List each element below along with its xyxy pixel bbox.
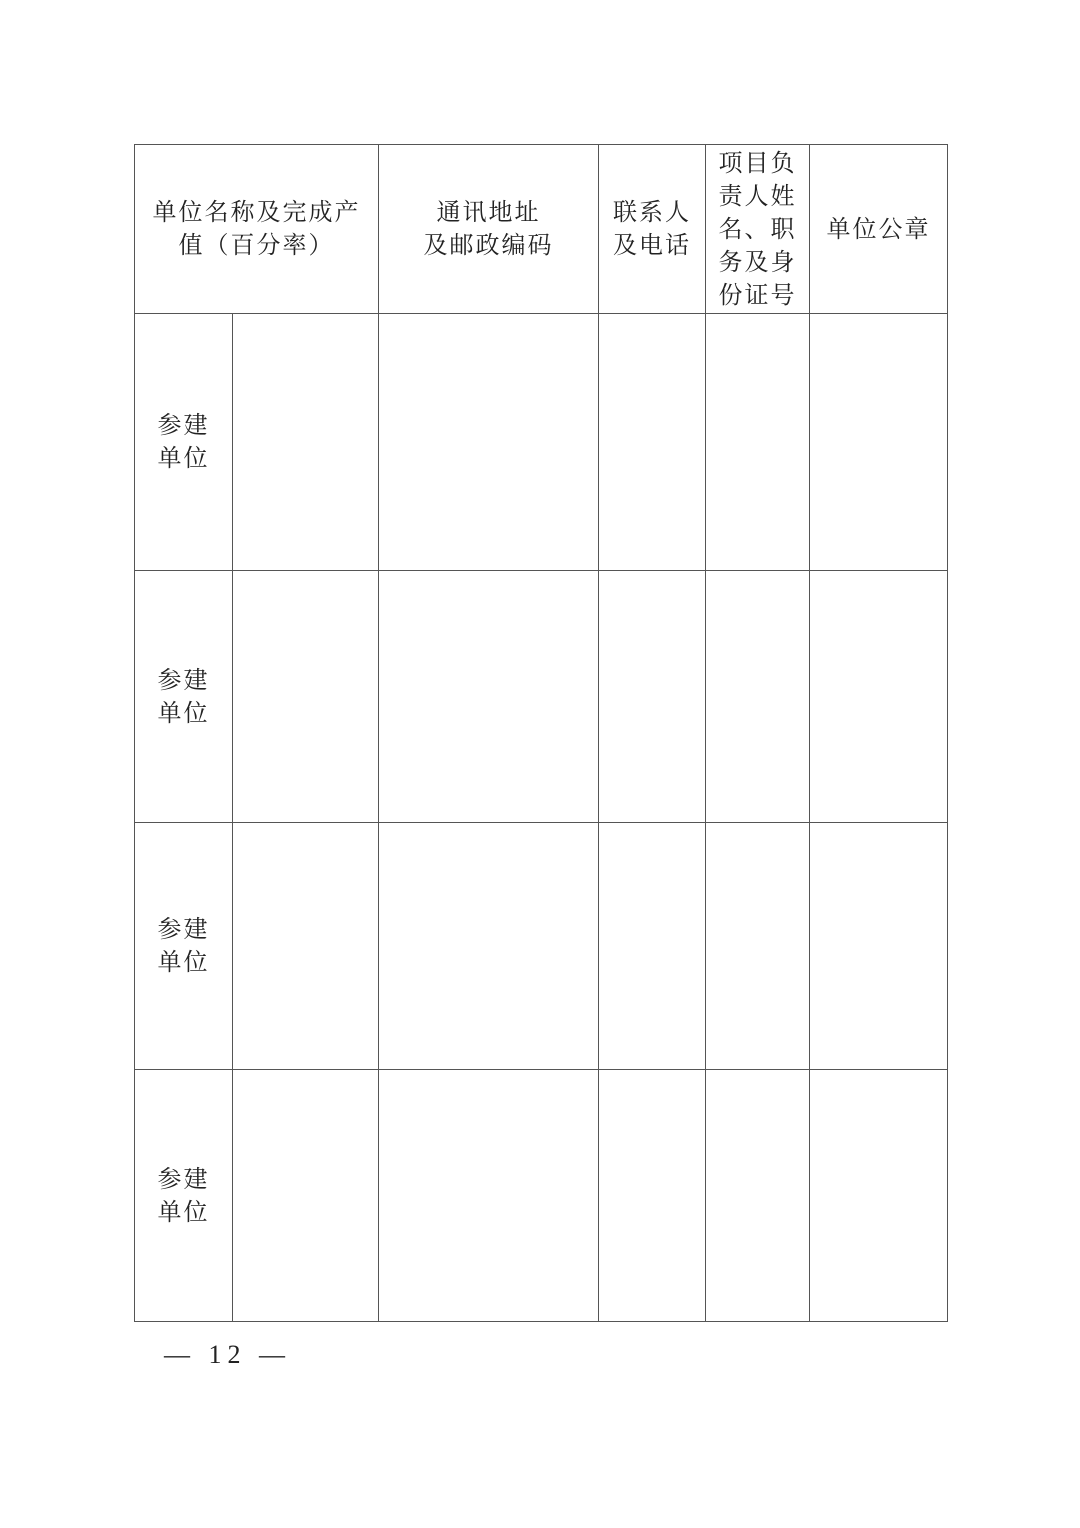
seal-cell[interactable] xyxy=(810,1070,948,1322)
address-cell[interactable] xyxy=(379,823,599,1070)
table-row xyxy=(135,571,948,823)
table-row xyxy=(135,1070,948,1322)
role-cell xyxy=(135,571,233,823)
seal-cell[interactable] xyxy=(810,823,948,1070)
seal-cell[interactable] xyxy=(810,314,948,571)
role-cell xyxy=(135,1070,233,1322)
header-leader-line2: 责人姓 xyxy=(718,181,797,210)
leader-cell[interactable] xyxy=(706,571,810,823)
table-row xyxy=(135,314,948,571)
header-unit-name-line2: 值（百分率） xyxy=(178,231,335,259)
address-cell[interactable] xyxy=(379,314,599,571)
header-unit-name-line1: 单位名称及完成产 xyxy=(152,198,361,226)
role-label-line1: 参建 xyxy=(157,411,210,439)
role-label-line1: 参建 xyxy=(157,1164,210,1193)
unit-name-cell[interactable] xyxy=(233,314,379,571)
seal-cell[interactable] xyxy=(810,571,948,823)
role-cell xyxy=(135,314,233,571)
header-seal xyxy=(810,145,948,314)
contact-cell[interactable] xyxy=(599,1070,706,1322)
header-leader-line3: 名、职 xyxy=(718,214,797,243)
unit-name-cell[interactable] xyxy=(233,571,379,823)
leader-cell[interactable] xyxy=(706,823,810,1070)
address-cell[interactable] xyxy=(379,571,599,823)
page-number: — 12 — xyxy=(164,1340,291,1369)
header-seal-label: 单位公章 xyxy=(826,214,931,243)
unit-name-cell[interactable] xyxy=(233,1070,379,1322)
contact-cell[interactable] xyxy=(599,314,706,571)
header-contact xyxy=(599,145,706,314)
role-label-line1: 参建 xyxy=(157,915,210,943)
contact-cell[interactable] xyxy=(599,571,706,823)
header-leader-line5: 份证号 xyxy=(718,280,797,309)
table-row xyxy=(135,823,948,1070)
header-project-leader xyxy=(706,145,810,314)
header-row xyxy=(135,145,948,314)
address-cell[interactable] xyxy=(379,1070,599,1322)
header-address-line2: 及邮政编码 xyxy=(423,231,554,259)
role-cell xyxy=(135,823,233,1070)
header-contact-line2: 及电话 xyxy=(613,231,691,259)
header-unit-name xyxy=(135,145,379,314)
header-address xyxy=(379,145,599,314)
header-leader-line1: 项目负 xyxy=(718,148,797,177)
unit-name-cell[interactable] xyxy=(233,823,379,1070)
role-label-line2: 单位 xyxy=(157,1197,210,1226)
role-label-line1: 参建 xyxy=(157,665,210,694)
leader-cell[interactable] xyxy=(706,314,810,571)
header-contact-line1: 联系人 xyxy=(613,198,691,226)
participating-units-table xyxy=(134,144,948,1322)
header-address-line1: 通讯地址 xyxy=(436,198,541,226)
contact-cell[interactable] xyxy=(599,823,706,1070)
role-label-line2: 单位 xyxy=(157,444,210,472)
role-label-line2: 单位 xyxy=(157,948,210,976)
role-label-line2: 单位 xyxy=(157,698,210,727)
header-leader-line4: 务及身 xyxy=(718,247,797,276)
leader-cell[interactable] xyxy=(706,1070,810,1322)
